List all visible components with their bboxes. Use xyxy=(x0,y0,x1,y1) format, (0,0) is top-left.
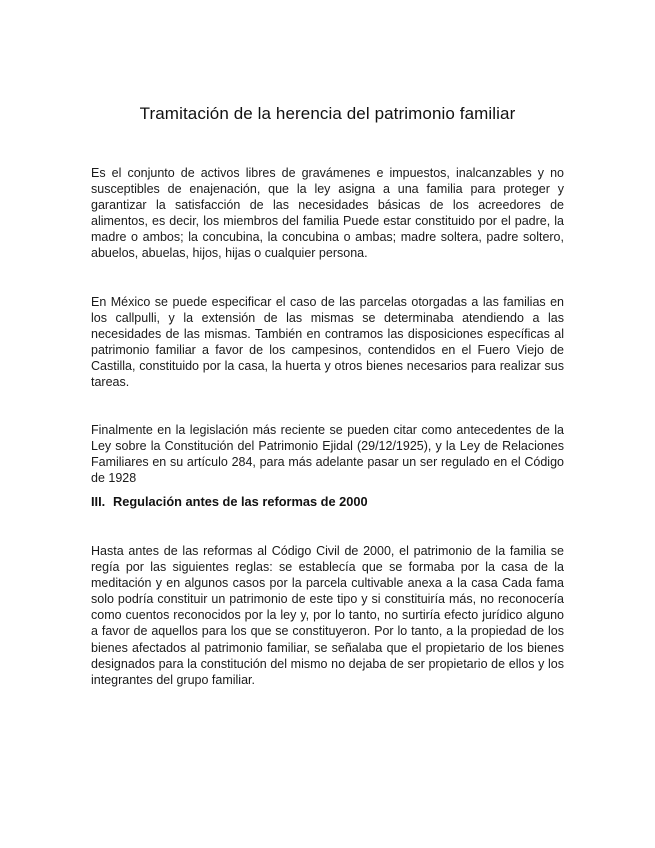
paragraph-legislation: Finalmente en la legislación más reciente se pueden citar como antecedentes de la Ley sobre la Constitución del Patrimonio Ejidal (29/12/1925), y la Ley de Relaciones Familiares en su artículo 284, para más adelante pasar un ser regulado en el Código de 1928 xyxy=(91,423,564,486)
section-number: III. xyxy=(91,494,106,509)
section-heading xyxy=(91,494,368,509)
paragraph-mexico-history: En México se puede especificar el caso de las parcelas otorgadas a las familias en los callpulli, y la extensión de las mismas se determinaba atendiendo a las necesidades de las mismas. También en contramos las disposiciones específicas al patrimonio familiar a favor de los campesinos, contendidos en el Fuero Viejo de Castilla, constituido por la casa, la huerta y otros bienes necesarios para realizar sus tareas. xyxy=(91,295,564,390)
paragraph-definition: Es el conjunto de activos libres de gravámenes e impuestos, inalcanzables y no susceptibles de enajenación, que la ley asigna a una familia para proteger y garantizar la satisfacción de las necesidades básicas de los acreedores de alimentos, es decir, los miembros del familia Puede estar constituido por el padre, la madre o ambos; la concubina, la concubina o ambas; madre soltera, padre soltero, abuelos, abuelas, hijos, hijas o cualquier persona. xyxy=(91,166,564,261)
section-title: Regulación antes de las reformas de 2000 xyxy=(113,494,368,509)
page-title: Tramitación de la herencia del patrimonio familiar xyxy=(139,104,516,123)
paragraph-regulation: Hasta antes de las reformas al Código Civil de 2000, el patrimonio de la familia se regía por las siguientes reglas: se establecía que se formaba por la casa de la meditación y en algunos casos por la parcela cultivable anexa a la casa Cada fama solo podría constituir un patrimonio de este tipo y si constituiría más, no reconocería como cuentos reconocidos por la ley y, por lo tanto, no surtiría efecto jurídico alguno a favor de aquellos para los que se constituyeron. Por lo tanto, a la propiedad de los bienes afectados al patrimonio familiar, se señalaba que el propietario de los bienes designados para la constitución del mismo no dejaba de ser propietario de ellos y los integrantes del grupo familiar. xyxy=(91,544,564,687)
